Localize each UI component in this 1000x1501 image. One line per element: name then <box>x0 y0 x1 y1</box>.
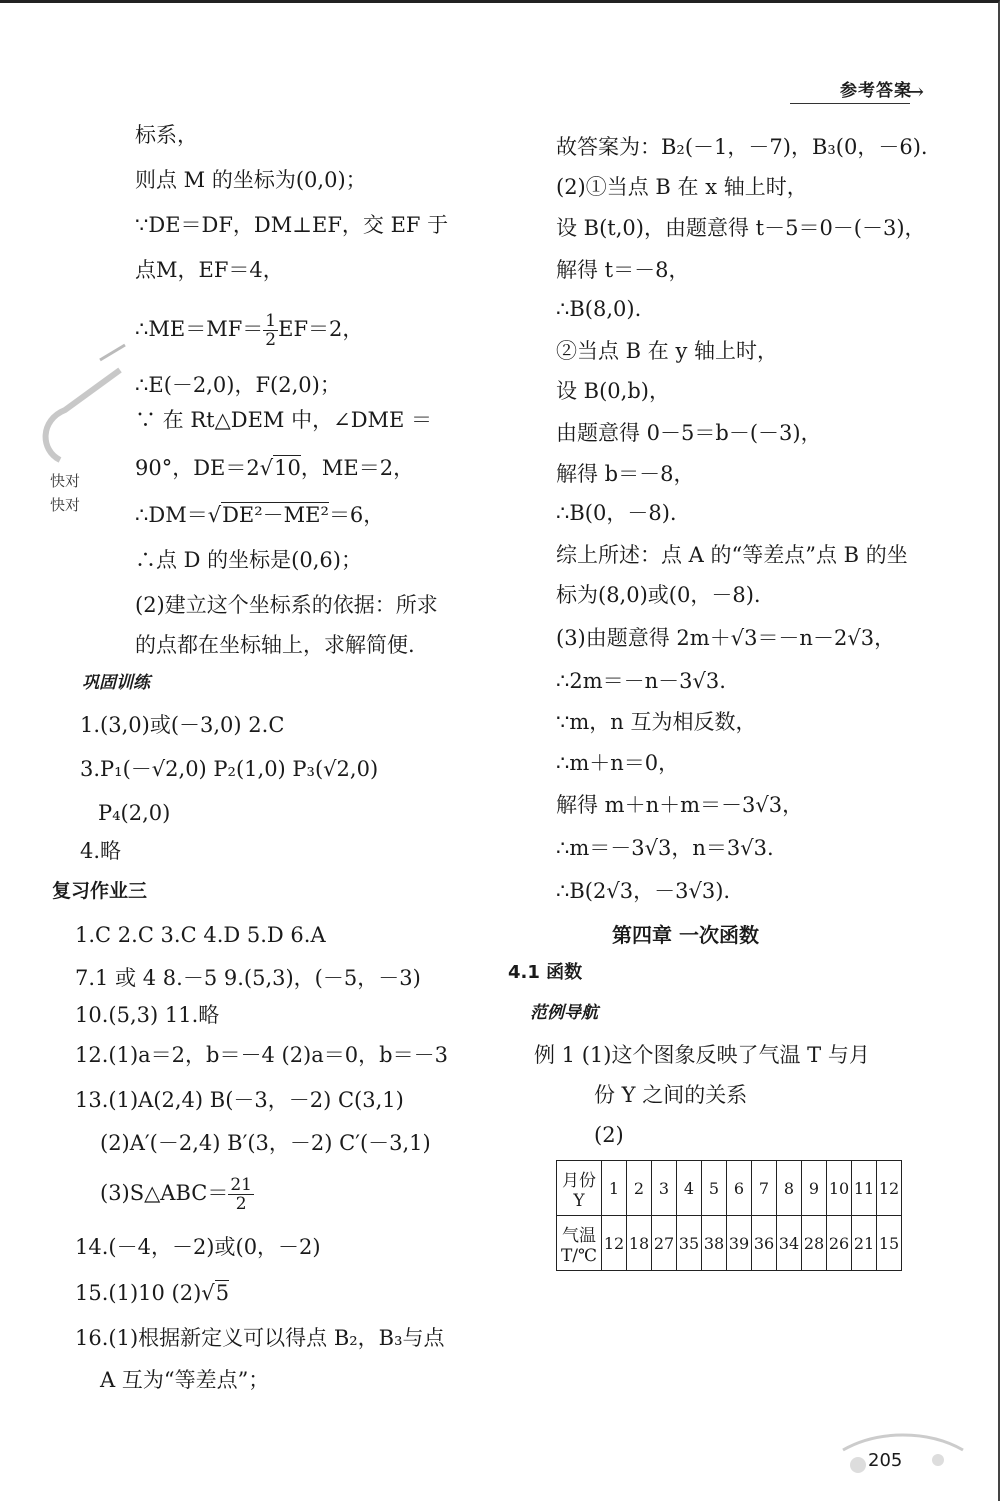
text-line: ②当点 B 在 y 轴上时， <box>556 339 778 363</box>
text-line: (2)建立这个坐标系的依据：所求 <box>135 593 438 617</box>
answer-line: 4.略 <box>80 839 122 863</box>
text-part: ∴DM＝ <box>135 503 208 527</box>
text-line: ∴B(8,0). <box>556 297 642 321</box>
answer-line: 1.C 2.C 3.C 4.D 5.D 6.A <box>75 923 326 947</box>
fraction-numerator: 1 <box>265 311 277 331</box>
month-cell: 3 <box>652 1161 677 1216</box>
answer-line: 7.1 或 4 8.－5 9.(5,3)，(－5，－3) <box>75 966 421 990</box>
temperature-cell: 15 <box>877 1216 902 1271</box>
text-line: 点M，EF＝4， <box>135 258 284 282</box>
temperature-cell: 38 <box>702 1216 727 1271</box>
month-cell: 10 <box>827 1161 852 1216</box>
text-part: EF＝2， <box>278 317 364 341</box>
text-line: 份 Y 之间的关系 <box>594 1083 748 1107</box>
temperature-cell: 21 <box>852 1216 877 1271</box>
month-cell: 4 <box>677 1161 702 1216</box>
pencil-watermark-icon <box>30 340 140 470</box>
temperature-cell: 39 <box>727 1216 752 1271</box>
fraction <box>263 312 278 349</box>
fraction-denominator: 2 <box>235 1194 247 1214</box>
text-line: ∴2m＝－n－3√3. <box>556 669 726 693</box>
answer-line: 3.P₁(－√2,0) P₂(1,0) P₃(√2,0) <box>80 757 379 781</box>
page-header: 参考答案 <box>840 81 912 101</box>
month-cell: 9 <box>802 1161 827 1216</box>
text-part: 90°，DE＝2 <box>135 456 260 480</box>
text-line: 综上所述：点 A 的“等差点”点 B 的坐 <box>556 543 908 567</box>
month-cell: 12 <box>877 1161 902 1216</box>
section-heading: 巩固训练 <box>82 673 150 693</box>
text-line: (3)由题意得 2m＋√3＝－n－2√3， <box>556 626 896 650</box>
text-part: ，ME＝2， <box>300 456 415 480</box>
temperature-cell: 35 <box>677 1216 702 1271</box>
answer-line: 10.(5,3) 11.略 <box>75 1003 220 1027</box>
month-cell: 1 <box>602 1161 627 1216</box>
page-corner-decoration-icon <box>838 1420 968 1490</box>
text-line: (2) <box>594 1123 624 1147</box>
month-cell: 2 <box>627 1161 652 1216</box>
fraction <box>228 1176 254 1213</box>
month-cell: 8 <box>777 1161 802 1216</box>
section-heading: 复习作业三 <box>52 880 148 902</box>
temperature-cell: 26 <box>827 1216 852 1271</box>
text-part: ∴ME＝MF＝ <box>135 317 264 341</box>
sqrt-radicand: 10 <box>274 456 301 480</box>
sqrt-radicand: DE²－ME² <box>222 503 329 527</box>
text-line: ∴E(－2,0)，F(2,0)； <box>135 373 341 397</box>
temperature-cell: 12 <box>602 1216 627 1271</box>
equation-line: 15.(1)10 (2)√5 <box>75 1281 230 1305</box>
text-line: ∵ 在 Rt△DEM 中，∠DME ＝ <box>135 408 433 432</box>
section-heading: 范例导航 <box>530 1003 598 1023</box>
chapter-title: 第四章 一次函数 <box>612 923 759 947</box>
page-number: 205 <box>868 1450 903 1471</box>
text-line: 例 1 (1)这个图象反映了气温 T 与月 <box>534 1043 870 1067</box>
text-line: 设 B(0,b)， <box>556 379 670 403</box>
text-line: 解得 m＋n＋m＝－3√3， <box>556 793 804 817</box>
temperature-table <box>556 1160 902 1271</box>
month-cell: 6 <box>727 1161 752 1216</box>
text-line: 由题意得 0－5＝b－(－3)， <box>556 421 822 445</box>
header-arrow-icon: ↪ <box>905 80 924 105</box>
temperature-cell: 36 <box>752 1216 777 1271</box>
answer-line: 14.(－4，－2)或(0，－2) <box>75 1235 321 1259</box>
temperature-cell: 18 <box>627 1216 652 1271</box>
text-line: 的点都在坐标轴上，求解简便. <box>135 633 415 657</box>
text-line: ∴B(0，－8). <box>556 501 677 525</box>
header-label: 月份 <box>562 1170 596 1191</box>
text-line: 标系， <box>135 123 198 147</box>
month-cell: 11 <box>852 1161 877 1216</box>
equation-line <box>100 1176 254 1213</box>
answer-line: 1.(3,0)或(－3,0) 2.C <box>80 713 285 737</box>
margin-watermark-text: 快对 <box>50 472 81 490</box>
text-line: ∴m＝－3√3，n＝3√3. <box>556 836 774 860</box>
text-part: ＝6， <box>328 503 385 527</box>
text-line: 设 B(t,0)，由题意得 t－5＝0－(－3)， <box>556 216 926 240</box>
temperature-cell: 34 <box>777 1216 802 1271</box>
text-line: 则点 M 的坐标为(0,0)； <box>135 168 367 192</box>
table-header-cell <box>557 1216 602 1271</box>
equation-line: 90°，DE＝2√10，ME＝2， <box>135 456 415 480</box>
text-line: ∵m，n 互为相反数， <box>556 710 757 734</box>
margin-watermark-text: 快对 <box>50 496 81 514</box>
temperature-cell: 28 <box>802 1216 827 1271</box>
text-part: 15.(1)10 (2) <box>75 1281 202 1305</box>
fraction-numerator: 21 <box>230 1175 252 1195</box>
section-title: 4.1 函数 <box>508 962 583 983</box>
text-part: (3)S△ABC＝ <box>100 1181 229 1205</box>
answer-line: (2)A′(－2,4) B′(3，－2) C′(－3,1) <box>100 1131 431 1155</box>
header-label: 气温 <box>562 1225 596 1246</box>
header-rule <box>790 103 910 104</box>
text-line: 故答案为：B₂(－1，－7)，B₃(0，－6). <box>556 135 928 159</box>
table-header-cell <box>557 1161 602 1216</box>
table-row <box>557 1161 902 1216</box>
answer-line: P₄(2,0) <box>98 801 171 825</box>
text-line: ∴m＋n＝0， <box>556 751 680 775</box>
answer-line: 12.(1)a＝2，b＝－4 (2)a＝0，b＝－3 <box>75 1043 448 1067</box>
month-cell: 7 <box>752 1161 777 1216</box>
text-line: ∴B(2√3，－3√3). <box>556 879 731 903</box>
sqrt-radicand: 5 <box>215 1281 230 1305</box>
equation-line: ∴DM＝√DE²－ME²＝6， <box>135 503 385 527</box>
text-line: ∴点 D 的坐标是(0,6)； <box>135 548 362 572</box>
text-line: 解得 t＝－8， <box>556 258 690 282</box>
answer-line: A 互为“等差点”； <box>100 1368 270 1392</box>
header-label: Y <box>573 1190 585 1211</box>
answer-line: 13.(1)A(2,4) B(－3，－2) C(3,1) <box>75 1088 404 1112</box>
temperature-cell: 27 <box>652 1216 677 1271</box>
fraction-denominator: 2 <box>265 330 277 350</box>
text-line: 标为(8,0)或(0，－8). <box>556 583 761 607</box>
text-line: 解得 b＝－8， <box>556 462 695 486</box>
text-line: (2)①当点 B 在 x 轴上时， <box>556 175 808 199</box>
month-cell: 5 <box>702 1161 727 1216</box>
header-label: T/℃ <box>560 1245 598 1266</box>
text-line: ∵DE＝DF，DM⊥EF，交 EF 于 <box>135 213 449 237</box>
answer-line: 16.(1)根据新定义可以得点 B₂，B₃与点 <box>75 1326 445 1350</box>
table-row <box>557 1216 902 1271</box>
equation-line <box>135 312 363 349</box>
